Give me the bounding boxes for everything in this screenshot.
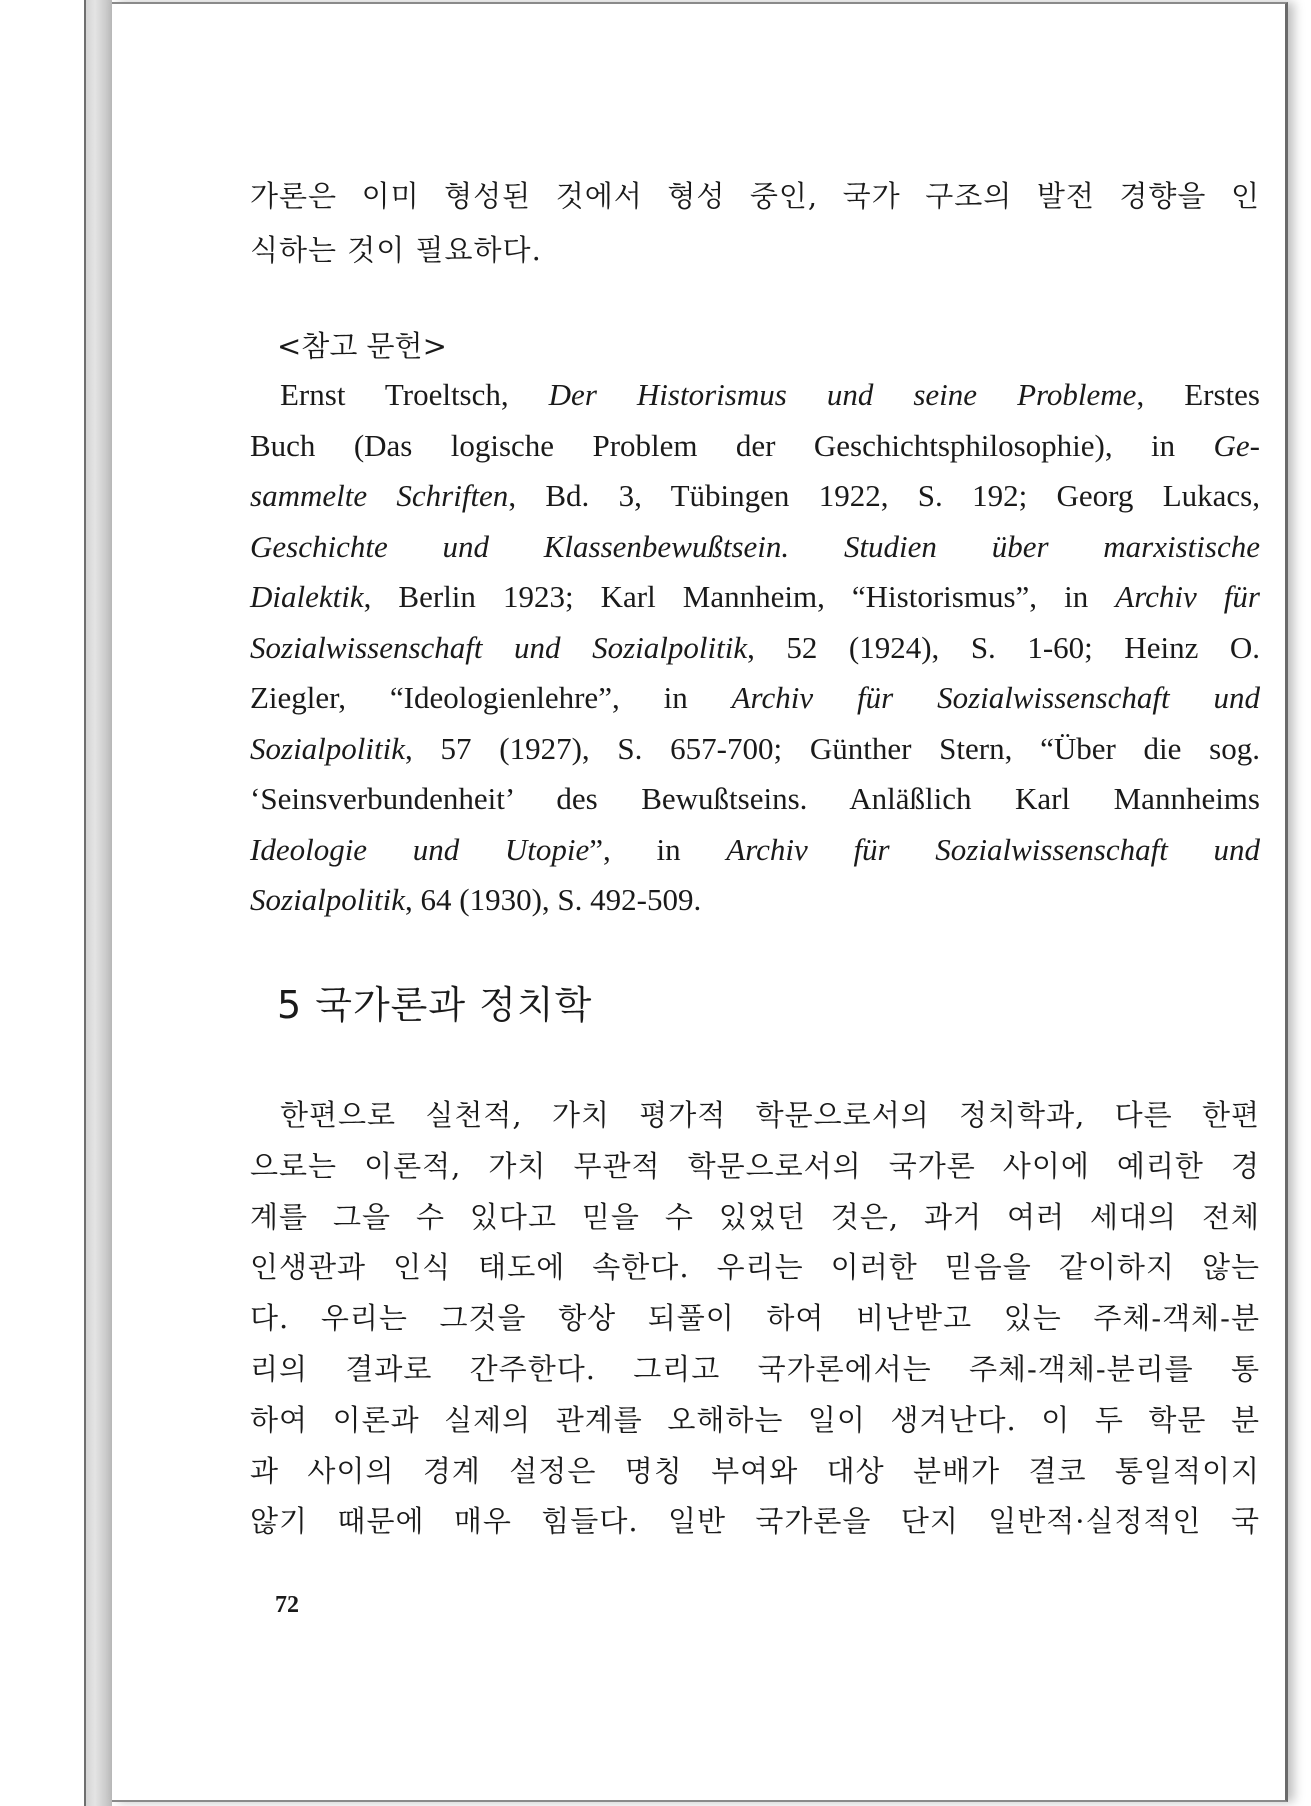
text-line: 가론은 이미 형성된 것에서 형성 중인, 국가 구조의 발전 경향을 인 [250, 179, 1260, 213]
reference-text: ‘Seinsverbundenheit’ des Bewußtseins. Anläßlich Karl Mannheims [250, 781, 1260, 816]
book-spine-edge [84, 0, 112, 1806]
reference-text: , Erstes [1136, 377, 1260, 412]
continued-paragraph [250, 169, 1260, 277]
reference-title: Sozialpolitik [250, 730, 405, 766]
reference-line [250, 623, 1260, 674]
reference-line [250, 724, 1260, 775]
reference-title: Ge- [1213, 427, 1260, 463]
references-list [250, 370, 1260, 926]
reference-title: Geschichte und Klassenbewußtsein. Studien über marxistische [250, 528, 1260, 564]
reference-text: Buch (Das logische Problem der Geschichtsphilosophie), in [250, 427, 1214, 463]
reference-line [250, 421, 1260, 472]
reference-text: , Bd. 3, Tübingen 1922, S. 192; Georg Lukacs, [508, 478, 1260, 513]
reference-line [250, 875, 1260, 926]
book-page [112, 2, 1288, 1802]
reference-line [250, 825, 1260, 876]
text-line: 인생관과 인식 태도에 속한다. 우리는 이러한 믿음을 같이하지 않는 [250, 1250, 1260, 1285]
reference-title: Der Historismus und seine Probleme [548, 377, 1137, 412]
reference-title: sammelte Schriften [250, 478, 509, 513]
reference-line [250, 673, 1260, 724]
reference-title: Sozialwissenschaft und Sozialpolitik [250, 629, 748, 665]
section-title: 5 국가론과 정치학 [277, 983, 593, 1027]
page-number: 72 [275, 1592, 299, 1618]
reference-title: Archiv für [1115, 579, 1260, 614]
reference-line [250, 370, 1260, 421]
text-line: 과 사이의 경계 설정은 명칭 부여와 대상 분배가 결코 통일적이지 [250, 1453, 1260, 1488]
body-paragraph [250, 1090, 1260, 1547]
reference-text: , 64 (1930), S. 492-509. [405, 882, 702, 917]
reference-line [250, 471, 1260, 522]
reference-text: , Berlin 1923; Karl Mannheim, “Historismus”, in [363, 579, 1116, 614]
reference-title: Archiv für Sozialwissenschaft und [731, 680, 1260, 715]
text-line: 리의 결과로 간주한다. 그리고 국가론에서는 주체-객체-분리를 통 [250, 1351, 1260, 1386]
reference-title: Archiv für Sozialwissenschaft und [726, 831, 1260, 867]
reference-text: Ernst Troeltsch, [280, 377, 549, 412]
reference-title: Sozialpolitik [250, 882, 405, 917]
text-line: 식하는 것이 필요하다. [250, 233, 542, 267]
text-line: 으로는 이론적, 가치 무관적 학문으로서의 국가론 사이에 예리한 경 [250, 1148, 1260, 1183]
references-heading: <참고 문헌> [277, 329, 447, 363]
reference-text: ”, in [589, 831, 727, 867]
reference-text: Ziegler, “Ideologienlehre”, in [250, 680, 732, 715]
reference-text: , 52 (1924), S. 1-60; Heinz O. [747, 629, 1260, 665]
text-line: 한편으로 실천적, 가치 평가적 학문으로서의 정치학과, 다른 한편 [280, 1098, 1260, 1132]
reference-text: , 57 (1927), S. 657-700; Günther Stern, “Über die sog. [405, 730, 1260, 766]
text-line: 계를 그을 수 있다고 믿을 수 있었던 것은, 과거 여러 세대의 전체 [250, 1199, 1260, 1234]
text-line: 다. 우리는 그것을 항상 되풀이 하여 비난받고 있는 주체-객체-분 [250, 1301, 1260, 1336]
reference-line [250, 572, 1260, 623]
reference-title: Dialektik [250, 579, 364, 614]
reference-title: Ideologie und Utopie [250, 831, 590, 867]
reference-line [250, 774, 1260, 825]
text-line: 하여 이론과 실제의 관계를 오해하는 일이 생겨난다. 이 두 학문 분 [250, 1402, 1260, 1437]
reference-line [250, 522, 1260, 573]
text-line: 않기 때문에 매우 힘들다. 일반 국가론을 단지 일반적·실정적인 국 [250, 1504, 1260, 1539]
